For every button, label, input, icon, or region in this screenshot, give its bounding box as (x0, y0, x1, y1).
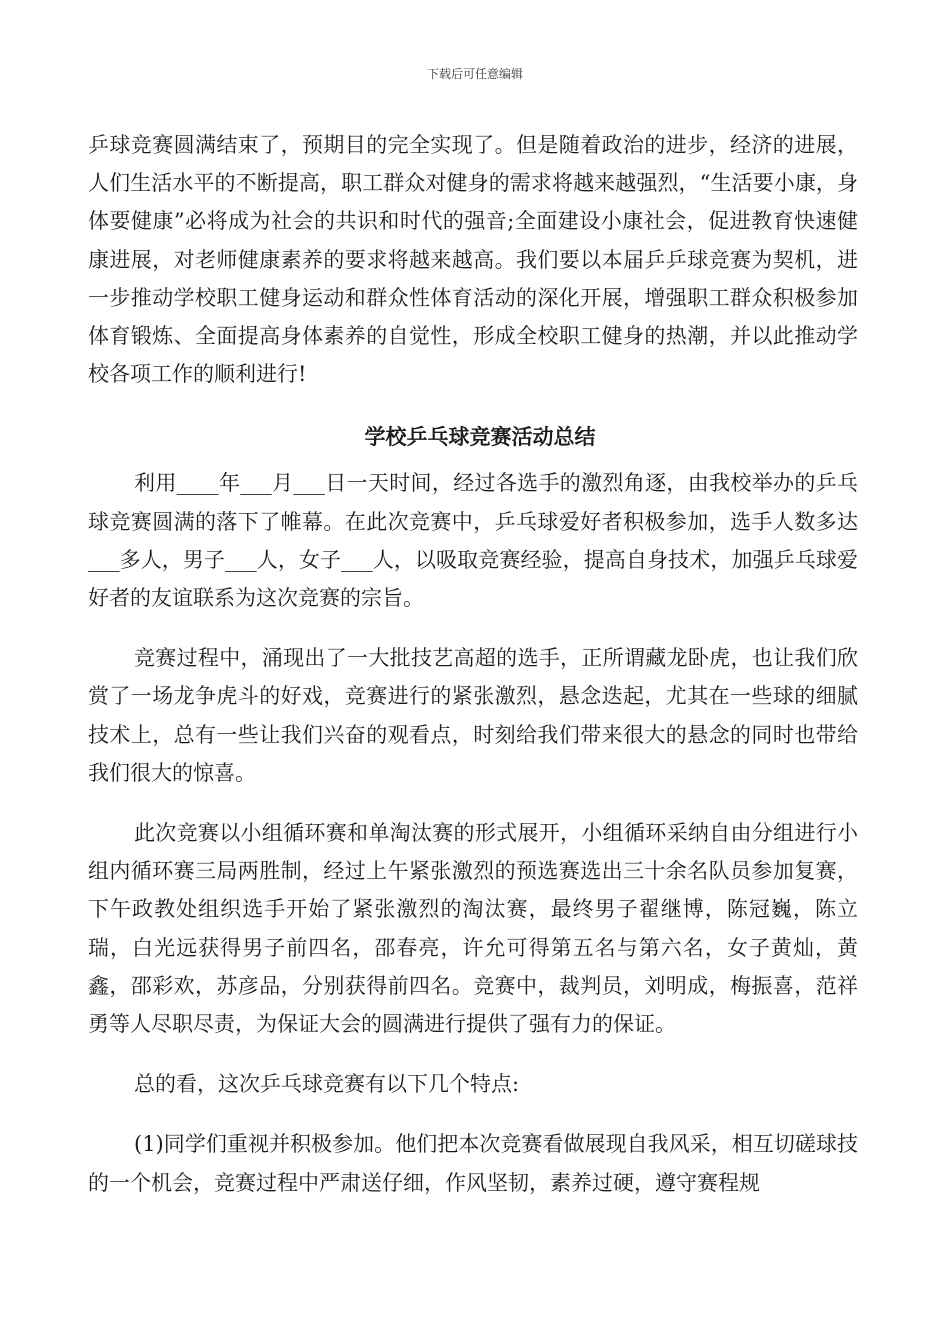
paragraph-summary-lead: 总的看，这次乒乓球竞赛有以下几个特点: (134, 1072, 520, 1097)
continuation-paragraph: 乒球竞赛圆满结束了，预期目的完全实现了。但是随着政治的进步，经济的进展，人们生活水平的不断提高，职工群众对健身的需求将越来越强烈，“生活要小康，身体要健康”必将成为社会的共识和时代的强音;全面建设小康社会，促进教育快速健康进展，对老师健康素养的要求将越来越高。我们要以本届乒乒球竞赛为契机，进一步推动学校职工健身运动和群众性体育活动的深化开展，增强职工群众积极参加体育锻炼、全面提高身体素养的自觉性，形成全校职工健身的热潮，并以此推动学校各项工作的顺利进行! (88, 133, 858, 387)
paragraph-process: 竞赛过程中，涌现出了一大批技艺高超的选手，正所谓藏龙卧虎，也让我们欣赏了一场龙争虎斗的好戏，竞赛进行的紧张激烈，悬念迭起，尤其在一些球的细腻技术上，总有一些让我们兴奋的观看点，时刻给我们带来很大的悬念的同时也带给我们很大的惊喜。 (88, 646, 858, 785)
paragraph-format-results: 此次竞赛以小组循环赛和单淘汰赛的形式展开，小组循环采纳自由分组进行小组内循环赛三局两胜制，经过上午紧张激烈的预选赛选出三十余名队员参加复赛，下午政教处组织选手开始了紧张激烈的淘汰赛，最终男子翟继博，陈冠巍，陈立瑞，白光远获得男子前四名，邵春亮，许允可得第五名与第六名，女子黄灿，黄鑫，邵彩欢，苏彦品，分别获得前四名。竞赛中，裁判员，刘明成，梅振喜，范祥勇等人尽职尽责，为保证大会的圆满进行提供了强有力的保证。 (88, 821, 858, 1037)
paragraph-intro: 利用____年___月___日一天时间，经过各选手的激烈角逐，由我校举办的乒乓球竞赛圆满的落下了帷幕。在此次竞赛中，乒乓球爱好者积极参加，选手人数多达___多人，男子___人，女子___人，以吸取竞赛经验，提高自身技术，加强乒乓球爱好者的友谊联系为这次竞赛的宗旨。 (88, 471, 858, 611)
page-header-note: 下载后可任意编辑 (426, 67, 523, 81)
document-body (88, 126, 858, 1202)
document-title: 学校乒乓球竞赛活动总结 (364, 424, 596, 450)
paragraph-feature-1: (1)同学们重视并积极参加。他们把本次竞赛看做展现自我风采，相互切磋球技的一个机会，竞赛过程中严肃送仔细，作风坚韧，素养过硬，遵守赛程规 (88, 1132, 858, 1195)
